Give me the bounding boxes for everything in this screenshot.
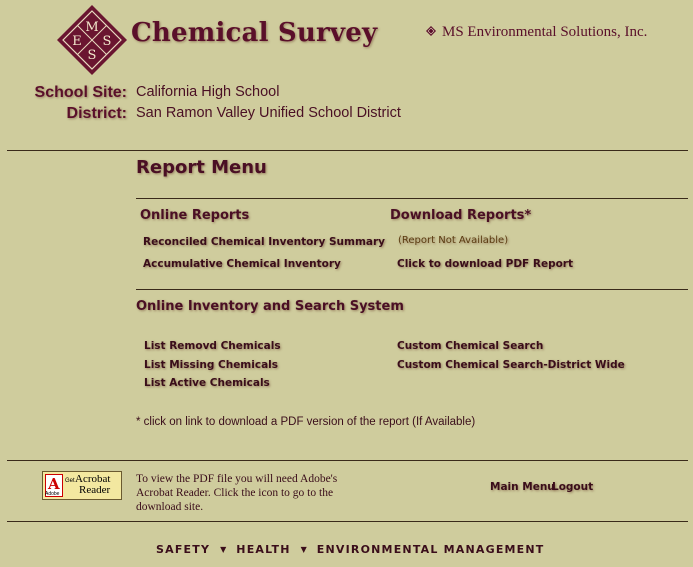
divider-reports bbox=[136, 198, 688, 199]
pdf-note: * click on link to download a PDF version of the report (If Available) bbox=[136, 416, 476, 428]
get-label: Get bbox=[65, 478, 75, 484]
footer-nav bbox=[156, 543, 545, 556]
download-reports-heading: Download Reports* bbox=[390, 208, 532, 223]
logout-link[interactable]: Logout bbox=[552, 481, 594, 493]
company-diamond-icon bbox=[426, 26, 436, 36]
reader-label: Reader bbox=[79, 484, 111, 496]
nav-health[interactable]: HEALTH bbox=[236, 543, 291, 556]
adobe-label: Adobe bbox=[45, 491, 60, 497]
divider-inventory bbox=[136, 289, 688, 290]
divider-footer bbox=[7, 460, 688, 461]
logo-letter-e: E bbox=[72, 34, 82, 49]
triangle-down-icon: ▼ bbox=[300, 545, 307, 554]
report-menu-title: Report Menu bbox=[136, 157, 267, 178]
link-list-active-chemicals[interactable]: List Active Chemicals bbox=[144, 377, 270, 389]
adobe-logo-icon: A bbox=[45, 474, 63, 497]
online-reports-heading: Online Reports bbox=[140, 208, 250, 223]
app-title: Chemical Survey bbox=[131, 18, 378, 48]
link-custom-chemical-search-district[interactable]: Custom Chemical Search-District Wide bbox=[397, 359, 625, 371]
link-custom-chemical-search[interactable]: Custom Chemical Search bbox=[397, 340, 544, 352]
acrobat-instructions: To view the PDF file you will need Adobe's Acrobat Reader. Click the icon to go to the download site. bbox=[136, 473, 338, 513]
acrobat-label: Acrobat bbox=[75, 473, 111, 485]
link-download-pdf-report[interactable]: Click to download PDF Report bbox=[397, 258, 574, 270]
district-value: San Ramon Valley Unified School District bbox=[136, 105, 401, 121]
triangle-down-icon: ▼ bbox=[220, 545, 227, 554]
company-name-text: MS Environmental Solutions, Inc. bbox=[442, 24, 648, 40]
link-list-missing-chemicals[interactable]: List Missing Chemicals bbox=[144, 359, 279, 371]
nav-environmental-management[interactable]: ENVIRONMENTAL MANAGEMENT bbox=[316, 543, 545, 556]
school-site-label: School Site: bbox=[34, 84, 127, 101]
divider-bottom bbox=[7, 521, 688, 522]
district-label: District: bbox=[66, 105, 127, 122]
company-name bbox=[426, 24, 647, 41]
logo-letter-m: M bbox=[85, 20, 99, 35]
mses-logo bbox=[56, 4, 128, 76]
main-menu-link[interactable]: Main Menu bbox=[490, 481, 555, 493]
nav-safety[interactable]: SAFETY bbox=[156, 543, 211, 556]
link-accumulative-inventory[interactable]: Accumulative Chemical Inventory bbox=[143, 258, 341, 270]
logo-letter-s: S bbox=[102, 34, 112, 49]
divider-top bbox=[7, 150, 688, 151]
inventory-heading: Online Inventory and Search System bbox=[136, 299, 404, 314]
link-reconciled-inventory-summary[interactable]: Reconciled Chemical Inventory Summary bbox=[143, 236, 386, 248]
link-list-removed-chemicals[interactable]: List Removd Chemicals bbox=[144, 340, 281, 352]
report-not-available-status: (Report Not Available) bbox=[398, 235, 509, 246]
get-acrobat-reader-button[interactable] bbox=[42, 471, 122, 500]
school-site-value: California High School bbox=[136, 84, 280, 100]
logo-letter-s2: S bbox=[87, 48, 97, 63]
